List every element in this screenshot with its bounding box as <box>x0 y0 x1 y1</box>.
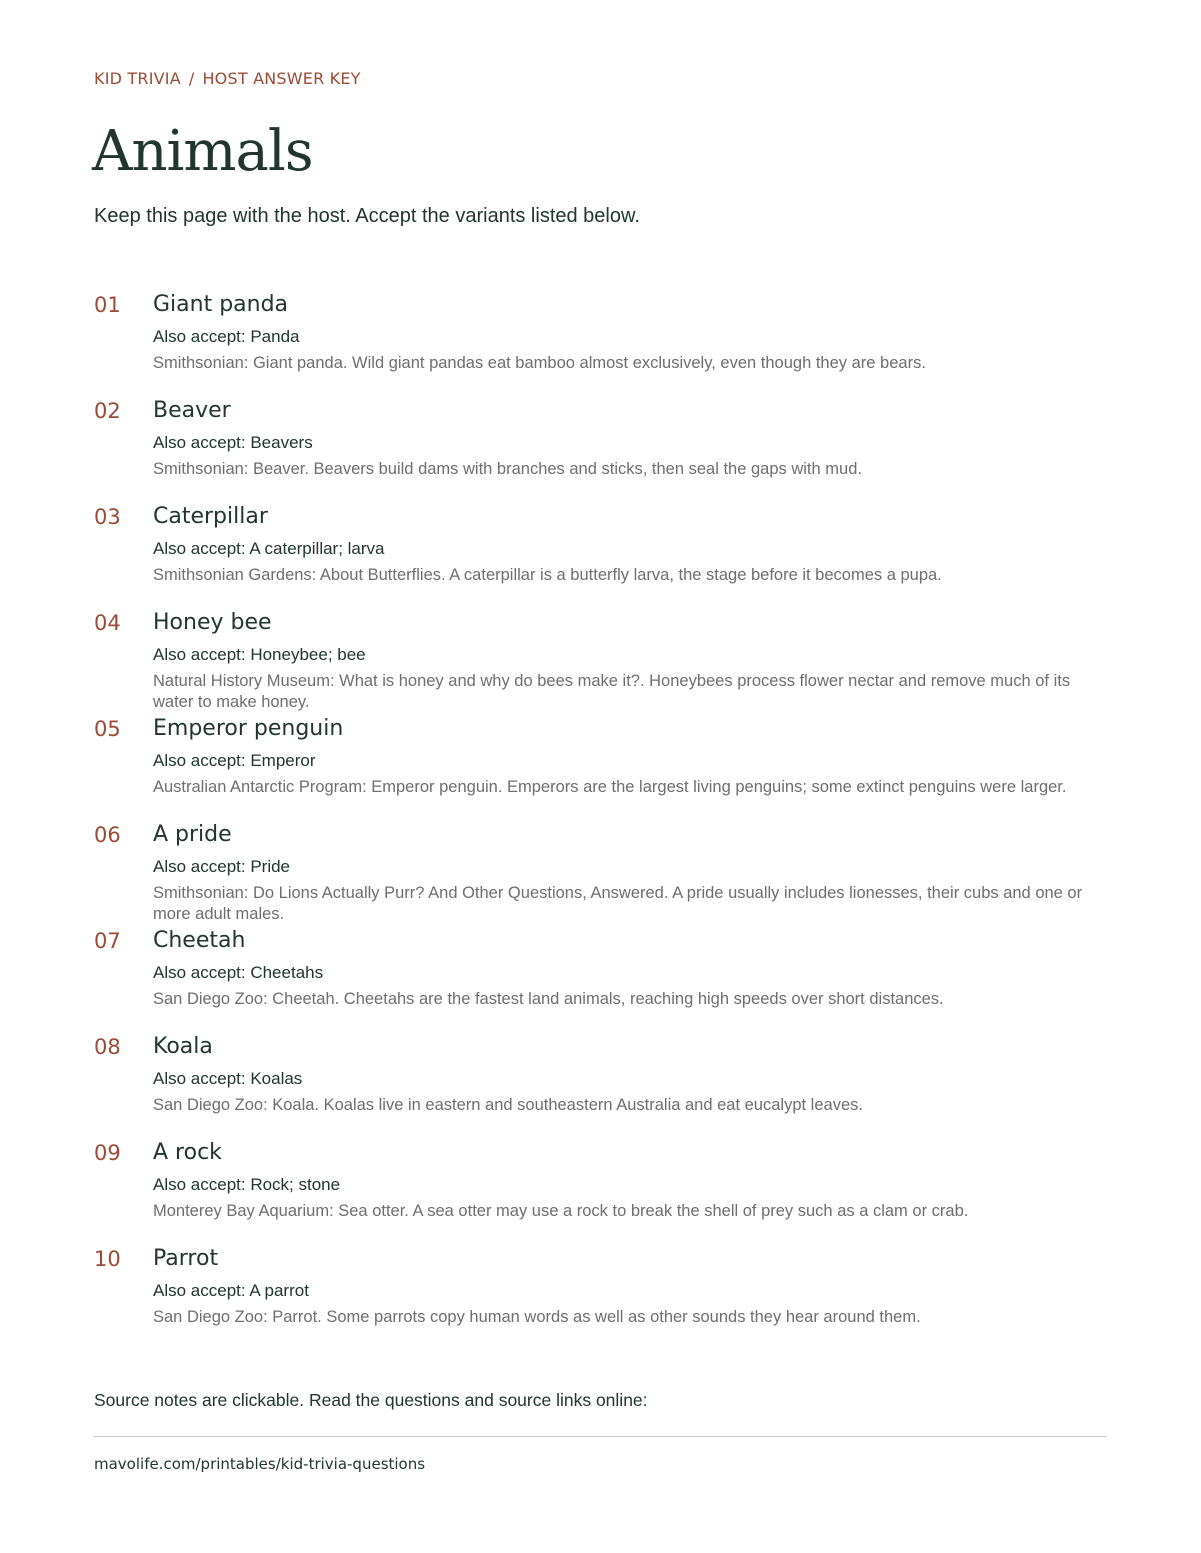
question-item <box>94 925 1106 1031</box>
accepted-variants: Also accept: Honeybee; bee <box>153 645 366 664</box>
accepted-variants: Also accept: Emperor <box>153 751 316 770</box>
question-item <box>94 713 1106 819</box>
question-item <box>94 607 1106 713</box>
question-answer: A pride <box>153 822 232 847</box>
question-item <box>94 501 1106 607</box>
source-note-link[interactable]: Natural History Museum: What is honey and why do bees make it?. Honeybees process flower nectar and remove much of its water to make honey. <box>153 672 1071 711</box>
breadcrumb-series: KID TRIVIA <box>94 69 181 88</box>
accepted-variants: Also accept: Beavers <box>153 433 313 452</box>
accepted-variants: Also accept: A caterpillar; larva <box>153 539 385 558</box>
footer-url-link[interactable]: mavolife.com/printables/kid-trivia-questions <box>94 1455 426 1473</box>
source-note-link[interactable]: Australian Antarctic Program: Emperor penguin. Emperors are the largest living penguins; some extinct penguins were larger. <box>153 778 1067 796</box>
question-answer: Caterpillar <box>153 504 268 529</box>
question-item <box>94 1031 1106 1137</box>
source-note-link[interactable]: San Diego Zoo: Parrot. Some parrots copy human words as well as other sounds they hear around them. <box>153 1308 921 1326</box>
question-number: 03 <box>94 505 121 529</box>
question-answer: Parrot <box>153 1246 219 1271</box>
accepted-variants: Also accept: Koalas <box>153 1069 303 1088</box>
question-number: 05 <box>94 717 121 741</box>
question-answer: Honey bee <box>153 610 272 635</box>
question-number: 01 <box>94 293 121 317</box>
footer-divider <box>94 1436 1106 1437</box>
source-note-link[interactable]: Smithsonian: Do Lions Actually Purr? And Other Questions, Answered. A pride usually includes lionesses, their cubs and one or more adult males. <box>153 884 1083 923</box>
question-number: 08 <box>94 1035 121 1059</box>
source-note-link[interactable]: Monterey Bay Aquarium: Sea otter. A sea otter may use a rock to break the shell of prey such as a clam or crab. <box>153 1202 969 1220</box>
page-subtitle: Keep this page with the host. Accept the variants listed below. <box>94 205 640 227</box>
question-item <box>94 819 1106 925</box>
question-answer: Koala <box>153 1034 213 1059</box>
accepted-variants: Also accept: Panda <box>153 327 300 346</box>
footer-note: Source notes are clickable. Read the questions and source links online: <box>94 1390 648 1410</box>
question-number: 10 <box>94 1247 121 1271</box>
question-item <box>94 1137 1106 1243</box>
accepted-variants: Also accept: A parrot <box>153 1281 309 1300</box>
question-answer: A rock <box>153 1140 222 1165</box>
question-item <box>94 395 1106 501</box>
accepted-variants: Also accept: Cheetahs <box>153 963 324 982</box>
question-number: 02 <box>94 399 121 423</box>
question-item <box>94 289 1106 395</box>
breadcrumb <box>94 69 361 88</box>
question-item <box>94 1243 1106 1349</box>
question-answer: Cheetah <box>153 928 246 953</box>
question-number: 04 <box>94 611 121 635</box>
breadcrumb-document: HOST ANSWER KEY <box>202 69 361 88</box>
question-answer: Beaver <box>153 398 231 423</box>
question-answer: Emperor penguin <box>153 716 344 741</box>
accepted-variants: Also accept: Pride <box>153 857 291 876</box>
question-answer: Giant panda <box>153 292 289 317</box>
accepted-variants: Also accept: Rock; stone <box>153 1175 341 1194</box>
source-note-link[interactable]: Smithsonian Gardens: About Butterflies. A caterpillar is a butterfly larva, the stage before it becomes a pupa. <box>153 566 942 584</box>
source-note-link[interactable]: San Diego Zoo: Koala. Koalas live in eastern and southeastern Australia and eat eucalypt leaves. <box>153 1096 863 1114</box>
source-note-link[interactable]: San Diego Zoo: Cheetah. Cheetahs are the fastest land animals, reaching high speeds over short distances. <box>153 990 944 1008</box>
breadcrumb-separator: / <box>188 69 195 88</box>
source-note-link[interactable]: Smithsonian: Giant panda. Wild giant pandas eat bamboo almost exclusively, even though they are bears. <box>153 354 926 372</box>
question-number: 07 <box>94 929 121 953</box>
page-title: Animals <box>92 119 313 184</box>
question-number: 09 <box>94 1141 121 1165</box>
source-note-link[interactable]: Smithsonian: Beaver. Beavers build dams with branches and sticks, then seal the gaps with mud. <box>153 460 862 478</box>
question-number: 06 <box>94 823 121 847</box>
question-list <box>94 289 1106 1349</box>
